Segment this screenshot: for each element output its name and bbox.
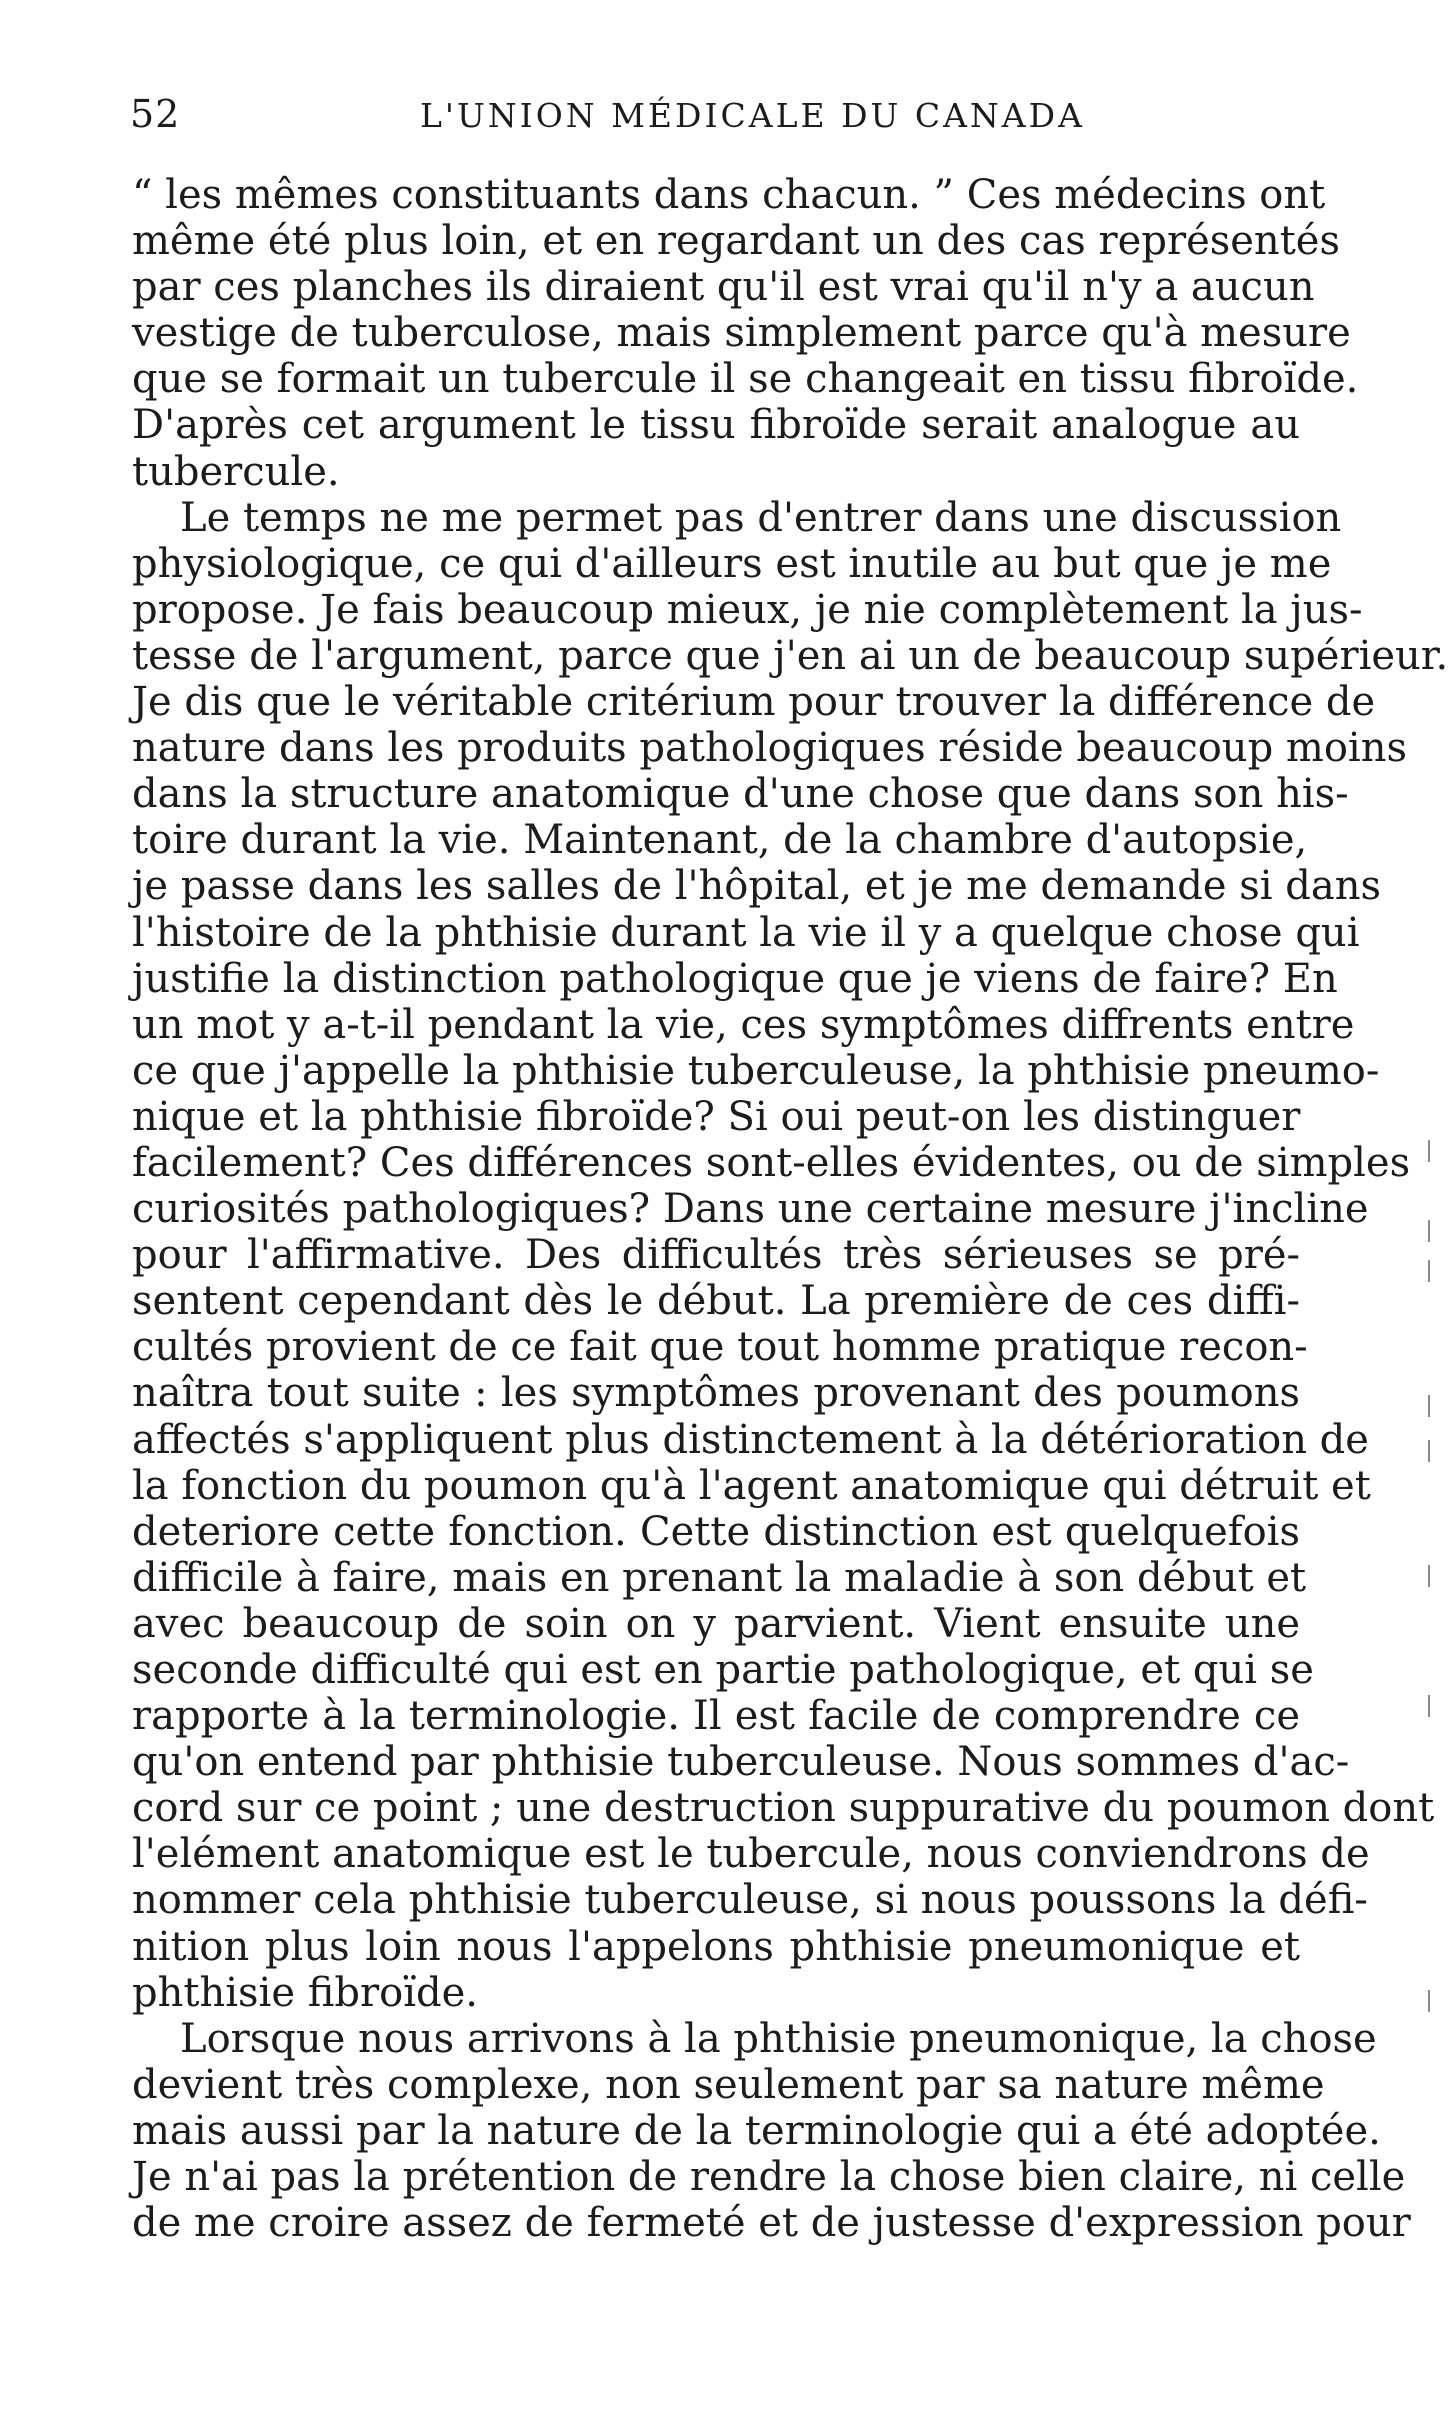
text-line: la fonction du poumon qu'à l'agent anatomique qui détruit et [132, 1462, 1371, 1509]
text-line: dans la structure anatomique d'une chose que dans son his- [132, 771, 1349, 818]
text-line: curiosités pathologiques? Dans une certaine mesure j'incline [132, 1186, 1369, 1233]
scan-mark [1428, 1990, 1430, 2012]
text-line: tubercule. [132, 448, 340, 495]
text-line: avec beaucoup de soin on y parvient. Vient ensuite une [132, 1600, 1300, 1647]
text-line: devient très complexe, non seulement par sa nature même [132, 2061, 1325, 2108]
text-line: facilement? Ces différences sont-elles évidentes, ou de simples [132, 1139, 1411, 1186]
text-line: naîtra tout suite : les symptômes provenant des poumons [132, 1370, 1300, 1417]
text-line: tesse de l'argument, parce que j'en ai un de beaucoup supérieur. [132, 632, 1449, 679]
text-line: mais aussi par la nature de la terminologie qui a été adoptée. [132, 2107, 1381, 2154]
text-line: l'elément anatomique est le tubercule, nous conviendrons de [132, 1831, 1370, 1878]
page-number: 52 [130, 92, 181, 136]
margin-scan-marks [1424, 1140, 1436, 2040]
text-line: que se formait un tubercule il se changeait en tissu fibroïde. [132, 356, 1359, 403]
text-line: un mot y a-t-il pendant la vie, ces symptômes diffrents entre [132, 1001, 1355, 1048]
text-line: par ces planches ils diraient qu'il est vrai qu'il n'y a aucun [132, 264, 1315, 311]
text-line: nition plus loin nous l'appelons phthisie pneumonique et [132, 1923, 1300, 1970]
text-line: qu'on entend par phthisie tuberculeuse. Nous sommes d'ac- [132, 1739, 1350, 1786]
running-title: L'UNION MÉDICALE DU CANADA [420, 96, 1085, 135]
text-line: D'après cet argument le tissu fibroïde serait analogue au [132, 402, 1300, 449]
scan-mark [1428, 1395, 1430, 1417]
text-line: cultés provient de ce fait que tout homme pratique recon- [132, 1324, 1308, 1371]
text-line: “ les mêmes constituants dans chacun. ” Ces médecins ont [132, 172, 1326, 218]
text-line: Je n'ai pas la prétention de rendre la chose bien claire, ni celle [132, 2154, 1406, 2201]
text-line: sentent cependant dès le début. La première de ces diffi- [132, 1278, 1300, 1325]
scan-mark [1428, 1260, 1430, 1282]
text-line: ce que j'appelle la phthisie tuberculeuse, la phthisie pneumo- [132, 1047, 1380, 1094]
text-line: pour l'affirmative. Des difficultés très sérieuses se pré- [132, 1232, 1300, 1279]
scan-mark [1428, 1220, 1430, 1242]
text-line: même été plus loin, et en regardant un des cas représentés [132, 218, 1340, 265]
text-line: toire durant la vie. Maintenant, de la chambre d'autopsie, [132, 817, 1308, 864]
text-line: seconde difficulté qui est en partie pathologique, et qui se [132, 1647, 1314, 1693]
text-line: vestige de tuberculose, mais simplement parce qu'à mesure [132, 310, 1351, 357]
text-line: affectés s'appliquent plus distinctement à la détérioration de [132, 1416, 1369, 1463]
text-line: deteriore cette fonction. Cette distinction est quelquefois [132, 1508, 1300, 1555]
body-text [132, 172, 1449, 2247]
paragraph-start-line: Le temps ne me permet pas d'entrer dans une discussion [180, 494, 1342, 541]
text-line: justifie la distinction pathologique que je viens de faire? En [132, 955, 1338, 1002]
scan-mark [1428, 1140, 1430, 1162]
scan-mark [1428, 1695, 1430, 1717]
scan-mark [1428, 1565, 1430, 1587]
paragraph-start-line: Lorsque nous arrivons à la phthisie pneumonique, la chose [180, 2015, 1377, 2062]
text-line: difficile à faire, mais en prenant la maladie à son début et [132, 1554, 1307, 1601]
text-line: nature dans les produits pathologiques réside beaucoup moins [132, 725, 1407, 772]
text-line: rapporte à la terminologie. Il est facile de comprendre ce [132, 1693, 1300, 1740]
text-line: de me croire assez de fermeté et de justesse d'expression pour [132, 2200, 1411, 2247]
text-line: cord sur ce point ; une destruction suppurative du poumon dont [132, 1785, 1435, 1832]
page-header [130, 92, 1290, 142]
text-line: phthisie fibroïde. [132, 1969, 478, 2016]
text-line: nommer cela phthisie tuberculeuse, si nous poussons la défi- [132, 1877, 1368, 1924]
text-line: nique et la phthisie fibroïde? Si oui peut-on les distinguer [132, 1093, 1301, 1140]
text-line: l'histoire de la phthisie durant la vie il y a quelque chose qui [132, 909, 1360, 956]
text-line: Je dis que le véritable critérium pour trouver la différence de [132, 679, 1376, 726]
text-line: propose. Je fais beaucoup mieux, je nie complètement la jus- [132, 586, 1363, 633]
text-line: je passe dans les salles de l'hôpital, et je me demande si dans [132, 863, 1382, 910]
text-line: physiologique, ce qui d'ailleurs est inutile au but que je me [132, 540, 1332, 587]
scan-mark [1428, 1440, 1430, 1462]
